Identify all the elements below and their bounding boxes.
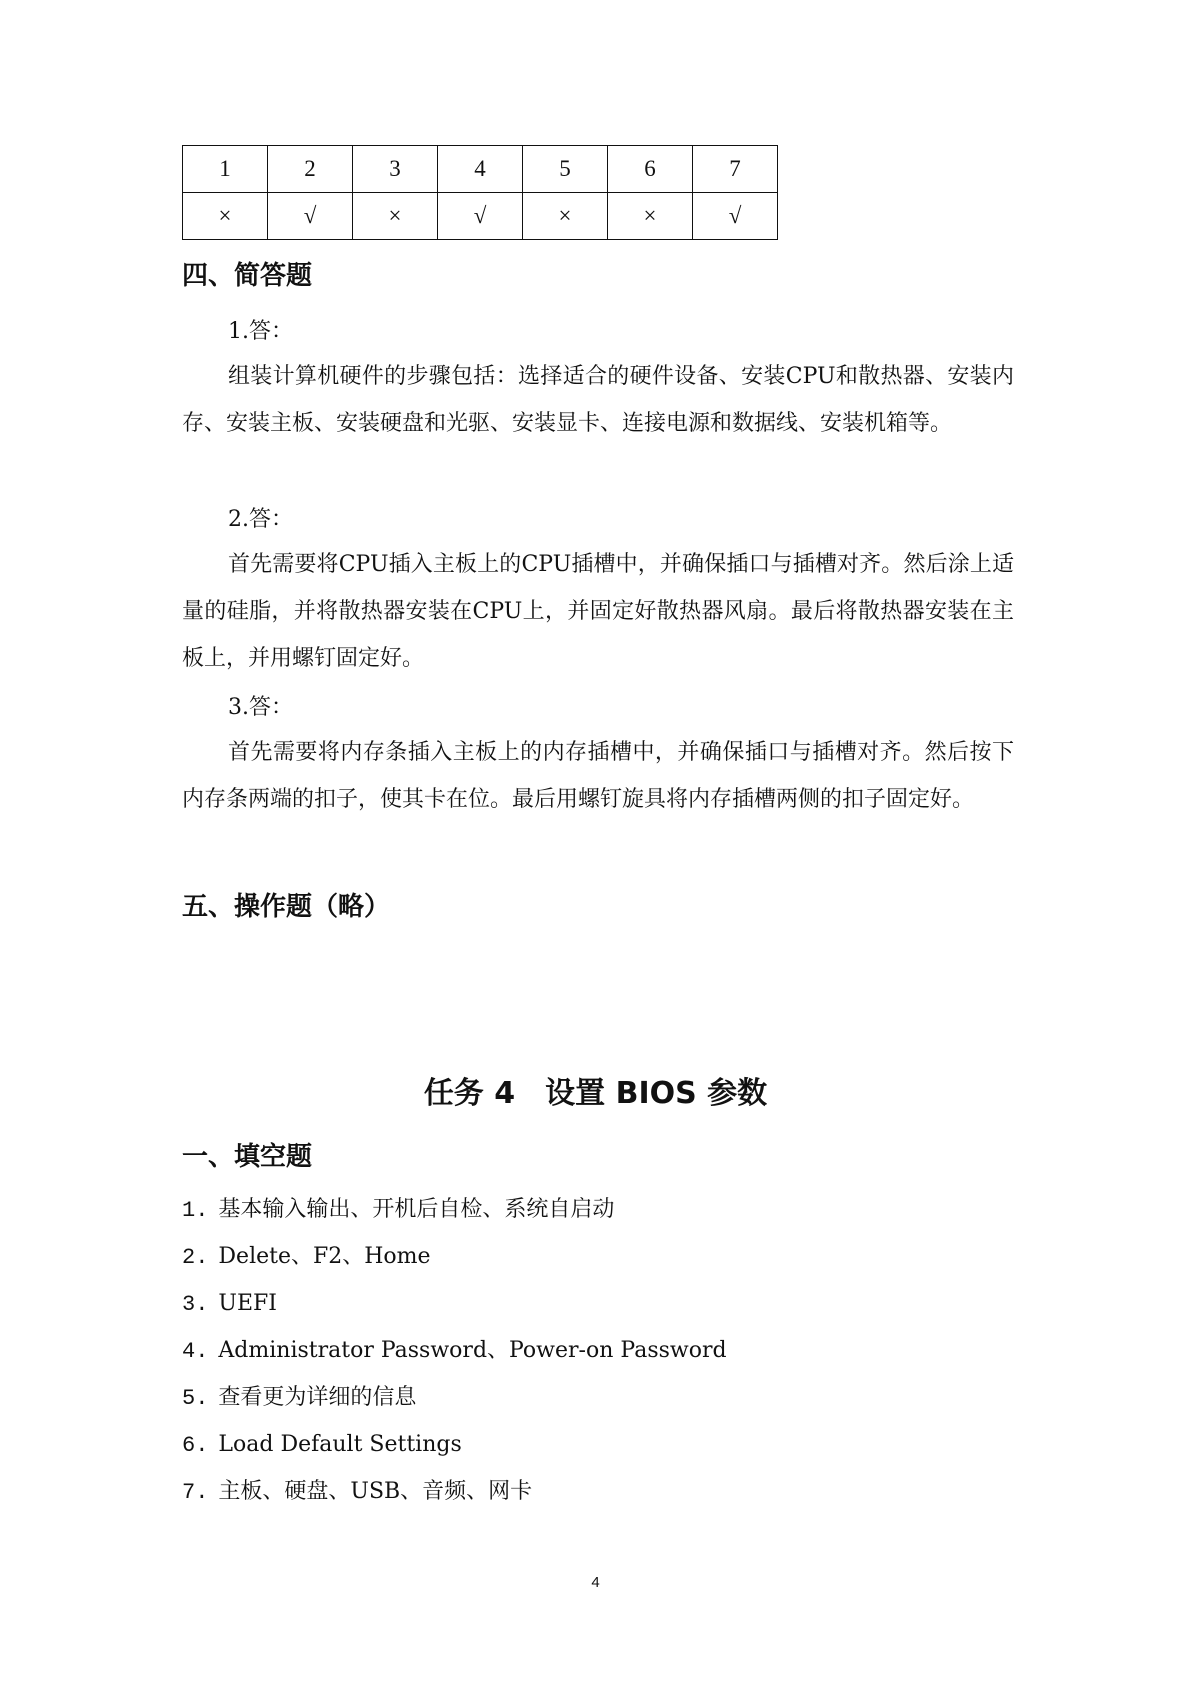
judge-answer-table <box>182 145 778 240</box>
list-item <box>182 1374 727 1421</box>
fill-blank-list <box>182 1186 727 1515</box>
section-heading-short-answer: 四、简答题 <box>182 261 313 291</box>
item-answer: Delete、F2、Home <box>218 1244 431 1269</box>
table-cell-number: 5 <box>523 146 608 193</box>
answer-label-3: 3.答： <box>228 695 293 720</box>
answer-text-2: 首先需要将CPU插入主板上的CPU插槽中，并确保插口与插槽对齐。然后涂上适量的硅脂，并将散热器安装在CPU上，并固定好散热器风扇。最后将散热器安装在主板上，并用螺钉固定好。 <box>182 552 1014 671</box>
item-answer: 主板、硬盘、USB、音频、网卡 <box>218 1479 533 1504</box>
table-row-marks <box>183 193 778 240</box>
table-cell-mark: × <box>608 193 693 240</box>
list-item <box>182 1327 727 1374</box>
item-answer: UEFI <box>218 1291 277 1316</box>
section-heading-operation: 五、操作题（略） <box>182 892 391 922</box>
list-item <box>182 1468 727 1515</box>
item-number: 7. <box>182 1480 209 1505</box>
table-cell-mark: × <box>353 193 438 240</box>
answer-text-1: 组装计算机硬件的步骤包括：选择适合的硬件设备、安装CPU和散热器、安装内存、安装主板、安装硬盘和光驱、安装显卡、连接电源和数据线、安装机箱等。 <box>182 364 1014 436</box>
item-answer: Administrator Password、Power-on Password <box>218 1338 727 1363</box>
list-item <box>182 1186 727 1233</box>
table-cell-number: 3 <box>353 146 438 193</box>
list-item <box>182 1280 727 1327</box>
table-cell-number: 6 <box>608 146 693 193</box>
item-number: 2. <box>182 1245 209 1270</box>
item-number: 5. <box>182 1386 209 1411</box>
answer-label-1: 1.答： <box>228 319 293 344</box>
item-answer: 查看更为详细的信息 <box>218 1385 417 1410</box>
table-cell-mark: √ <box>438 193 523 240</box>
table-cell-number: 4 <box>438 146 523 193</box>
task-title: 任务 4 设置 BIOS 参数 <box>423 1076 768 1111</box>
item-number: 1. <box>182 1198 209 1223</box>
list-item <box>182 1233 727 1280</box>
page-number: 4 <box>591 1574 600 1591</box>
table-cell-number: 1 <box>183 146 268 193</box>
table-row-numbers <box>183 146 778 193</box>
table-cell-mark: √ <box>693 193 778 240</box>
item-answer: Load Default Settings <box>218 1432 462 1457</box>
item-number: 6. <box>182 1433 209 1458</box>
table-cell-mark: × <box>523 193 608 240</box>
item-number: 4. <box>182 1339 209 1364</box>
list-item <box>182 1421 727 1468</box>
section-heading-fill-blank: 一、填空题 <box>182 1142 313 1172</box>
table-cell-mark: × <box>183 193 268 240</box>
item-answer: 基本输入输出、开机后自检、系统自启动 <box>218 1197 615 1222</box>
table-cell-mark: √ <box>268 193 353 240</box>
table-cell-number: 7 <box>693 146 778 193</box>
answer-text-3: 首先需要将内存条插入主板上的内存插槽中，并确保插口与插槽对齐。然后按下内存条两端的扣子，使其卡在位。最后用螺钉旋具将内存插槽两侧的扣子固定好。 <box>182 740 1014 812</box>
table-cell-number: 2 <box>268 146 353 193</box>
item-number: 3. <box>182 1292 209 1317</box>
answer-label-2: 2.答： <box>228 507 293 532</box>
